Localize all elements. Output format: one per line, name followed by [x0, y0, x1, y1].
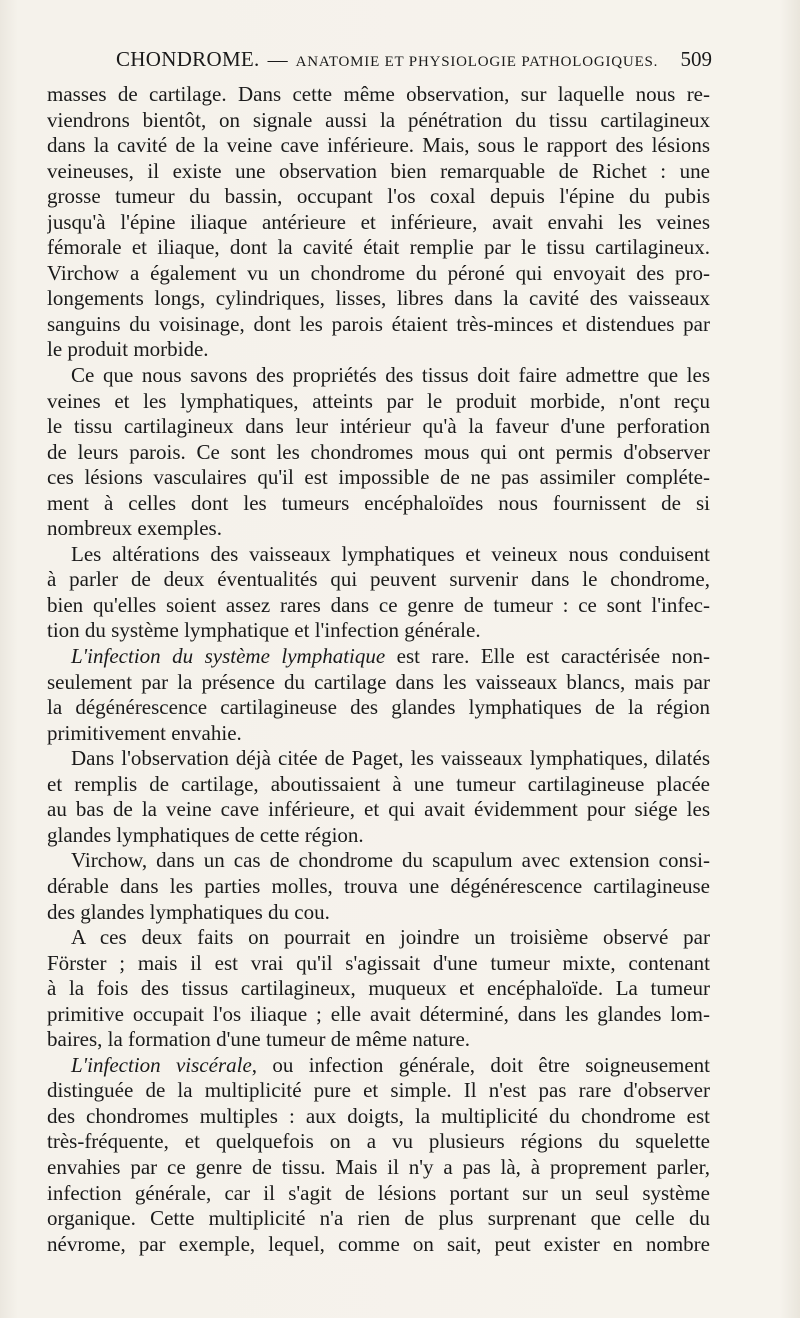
text-line: des glandes lymphatiques du cou.: [47, 899, 330, 924]
text-line: au bas de la veine cave inférieure, et qui avait évidemment pour siége les: [47, 797, 710, 822]
italic-term: L'infection viscérale: [71, 1052, 252, 1077]
text-line: très-fréquente, et quelquefois on a vu plusieurs régions du squelette: [47, 1129, 710, 1154]
text-line: infection générale, car il s'agit de lésions portant sur un seul système: [47, 1180, 710, 1205]
text-line: Förster ; mais il est vrai qu'il s'agissait d'une tumeur mixte, contenant: [47, 950, 710, 975]
text-line: nombreux exemples.: [47, 516, 222, 541]
text-line: grosse tumeur du bassin, occupant l'os coxal depuis l'épine du pubis: [47, 184, 710, 209]
text-line: ces lésions vasculaires qu'il est impossible de ne pas assimiler compléte-: [47, 465, 710, 490]
text-line: glandes lymphatiques de cette région.: [47, 822, 364, 847]
text-line: Virchow, dans un cas de chondrome du scapulum avec extension consi-: [71, 848, 710, 873]
text-line: veines et les lymphatiques, atteints par le produit morbide, n'ont reçu: [47, 388, 710, 413]
text-line: à parler de deux éventualités qui peuvent survenir dans le chondrome,: [47, 567, 710, 592]
running-head: [116, 44, 712, 74]
text-line: L'infection viscérale, ou infection générale, doit être soigneusement: [71, 1052, 710, 1077]
text-line: distinguée de la multiplicité pure et simple. Il n'est pas rare d'observer: [47, 1078, 710, 1103]
text-line: des chondromes multiples : aux doigts, la multiplicité du chondrome est: [47, 1103, 710, 1128]
text-line: primitive occupait l'os iliaque ; elle avait déterminé, dans les glandes lom-: [47, 1001, 710, 1026]
text-line: veineuses, il existe une observation bien remarquable de Richet : une: [47, 158, 710, 183]
text-line: Les altérations des vaisseaux lymphatiques et veineux nous conduisent: [71, 541, 710, 566]
text-line: sanguins du voisinage, dont les parois étaient très-minces et distendues par: [47, 311, 710, 336]
text-line: névrome, par exemple, lequel, comme on sait, peut exister en nombre: [47, 1231, 710, 1256]
text-line: tion du système lymphatique et l'infection générale.: [47, 618, 481, 643]
text-line: organique. Cette multiplicité n'a rien de plus surprenant que celle du: [47, 1206, 710, 1231]
text-line: primitivement envahie.: [47, 720, 242, 745]
text-line: bien qu'elles soient assez rares dans ce genre de tumeur : ce sont l'infec-: [47, 592, 710, 617]
text-line: ment à celles dont les tumeurs encéphaloïdes nous fournissent de si: [47, 490, 710, 515]
running-head-dash: —: [267, 49, 288, 71]
running-head-subtitle: ANATOMIE ET PHYSIOLOGIE PATHOLOGIQUES.: [295, 54, 659, 70]
text-line: Dans l'observation déjà citée de Paget, les vaisseaux lymphatiques, dilatés: [71, 746, 710, 771]
text-line: à la fois des tissus cartilagineux, muqueux et encéphaloïde. La tumeur: [47, 976, 710, 1001]
text-line: Virchow a également vu un chondrome du péroné qui envoyait des pro-: [47, 260, 710, 285]
text-line: dérable dans les parties molles, trouva une dégénérescence cartilagineuse: [47, 873, 710, 898]
text-line: envahies par ce genre de tissu. Mais il n'y a pas là, à proprement parler,: [47, 1154, 710, 1179]
body-text: [47, 82, 710, 1257]
page-number: 509: [680, 47, 712, 71]
running-head-title: CHONDROME.: [116, 47, 260, 71]
text-line: jusqu'à l'épine iliaque antérieure et inférieure, avait envahi les veines: [47, 209, 710, 234]
text-line: la dégénérescence cartilagineuse des glandes lymphatiques de la région: [47, 695, 710, 720]
text-line: le produit morbide.: [47, 337, 209, 362]
text-line: de leurs parois. Ce sont les chondromes mous qui ont permis d'observer: [47, 439, 710, 464]
text-line: longements longs, cylindriques, lisses, libres dans la cavité des vaisseaux: [47, 286, 710, 311]
text-line: masses de cartilage. Dans cette même observation, sur laquelle nous re-: [47, 82, 710, 106]
text-line: viendrons bientôt, on signale aussi la pénétration du tissu cartilagineux: [47, 107, 710, 132]
text-line: dans la cavité de la veine cave inférieure. Mais, sous le rapport des lésions: [47, 133, 710, 158]
text-line: seulement par la présence du cartilage dans les vaisseaux blancs, mais par: [47, 669, 710, 694]
italic-term: L'infection du système lymphatique: [71, 644, 386, 669]
text-line: et remplis de cartilage, aboutissaient à une tumeur cartilagineuse placée: [47, 771, 710, 796]
text-line: fémorale et iliaque, dont la cavité était remplie par le tissu cartilagineux.: [47, 235, 710, 260]
text-line: L'infection du système lymphatique est rare. Elle est caractérisée non-: [71, 644, 710, 669]
text-line: A ces deux faits on pourrait en joindre un troisième observé par: [71, 925, 710, 950]
text-line: le tissu cartilagineux dans leur intérieur qu'à la faveur d'une perforation: [47, 414, 710, 439]
text-line: baires, la formation d'une tumeur de même nature.: [47, 1027, 471, 1052]
text-line: Ce que nous savons des propriétés des tissus doit faire admettre que les: [71, 363, 710, 388]
